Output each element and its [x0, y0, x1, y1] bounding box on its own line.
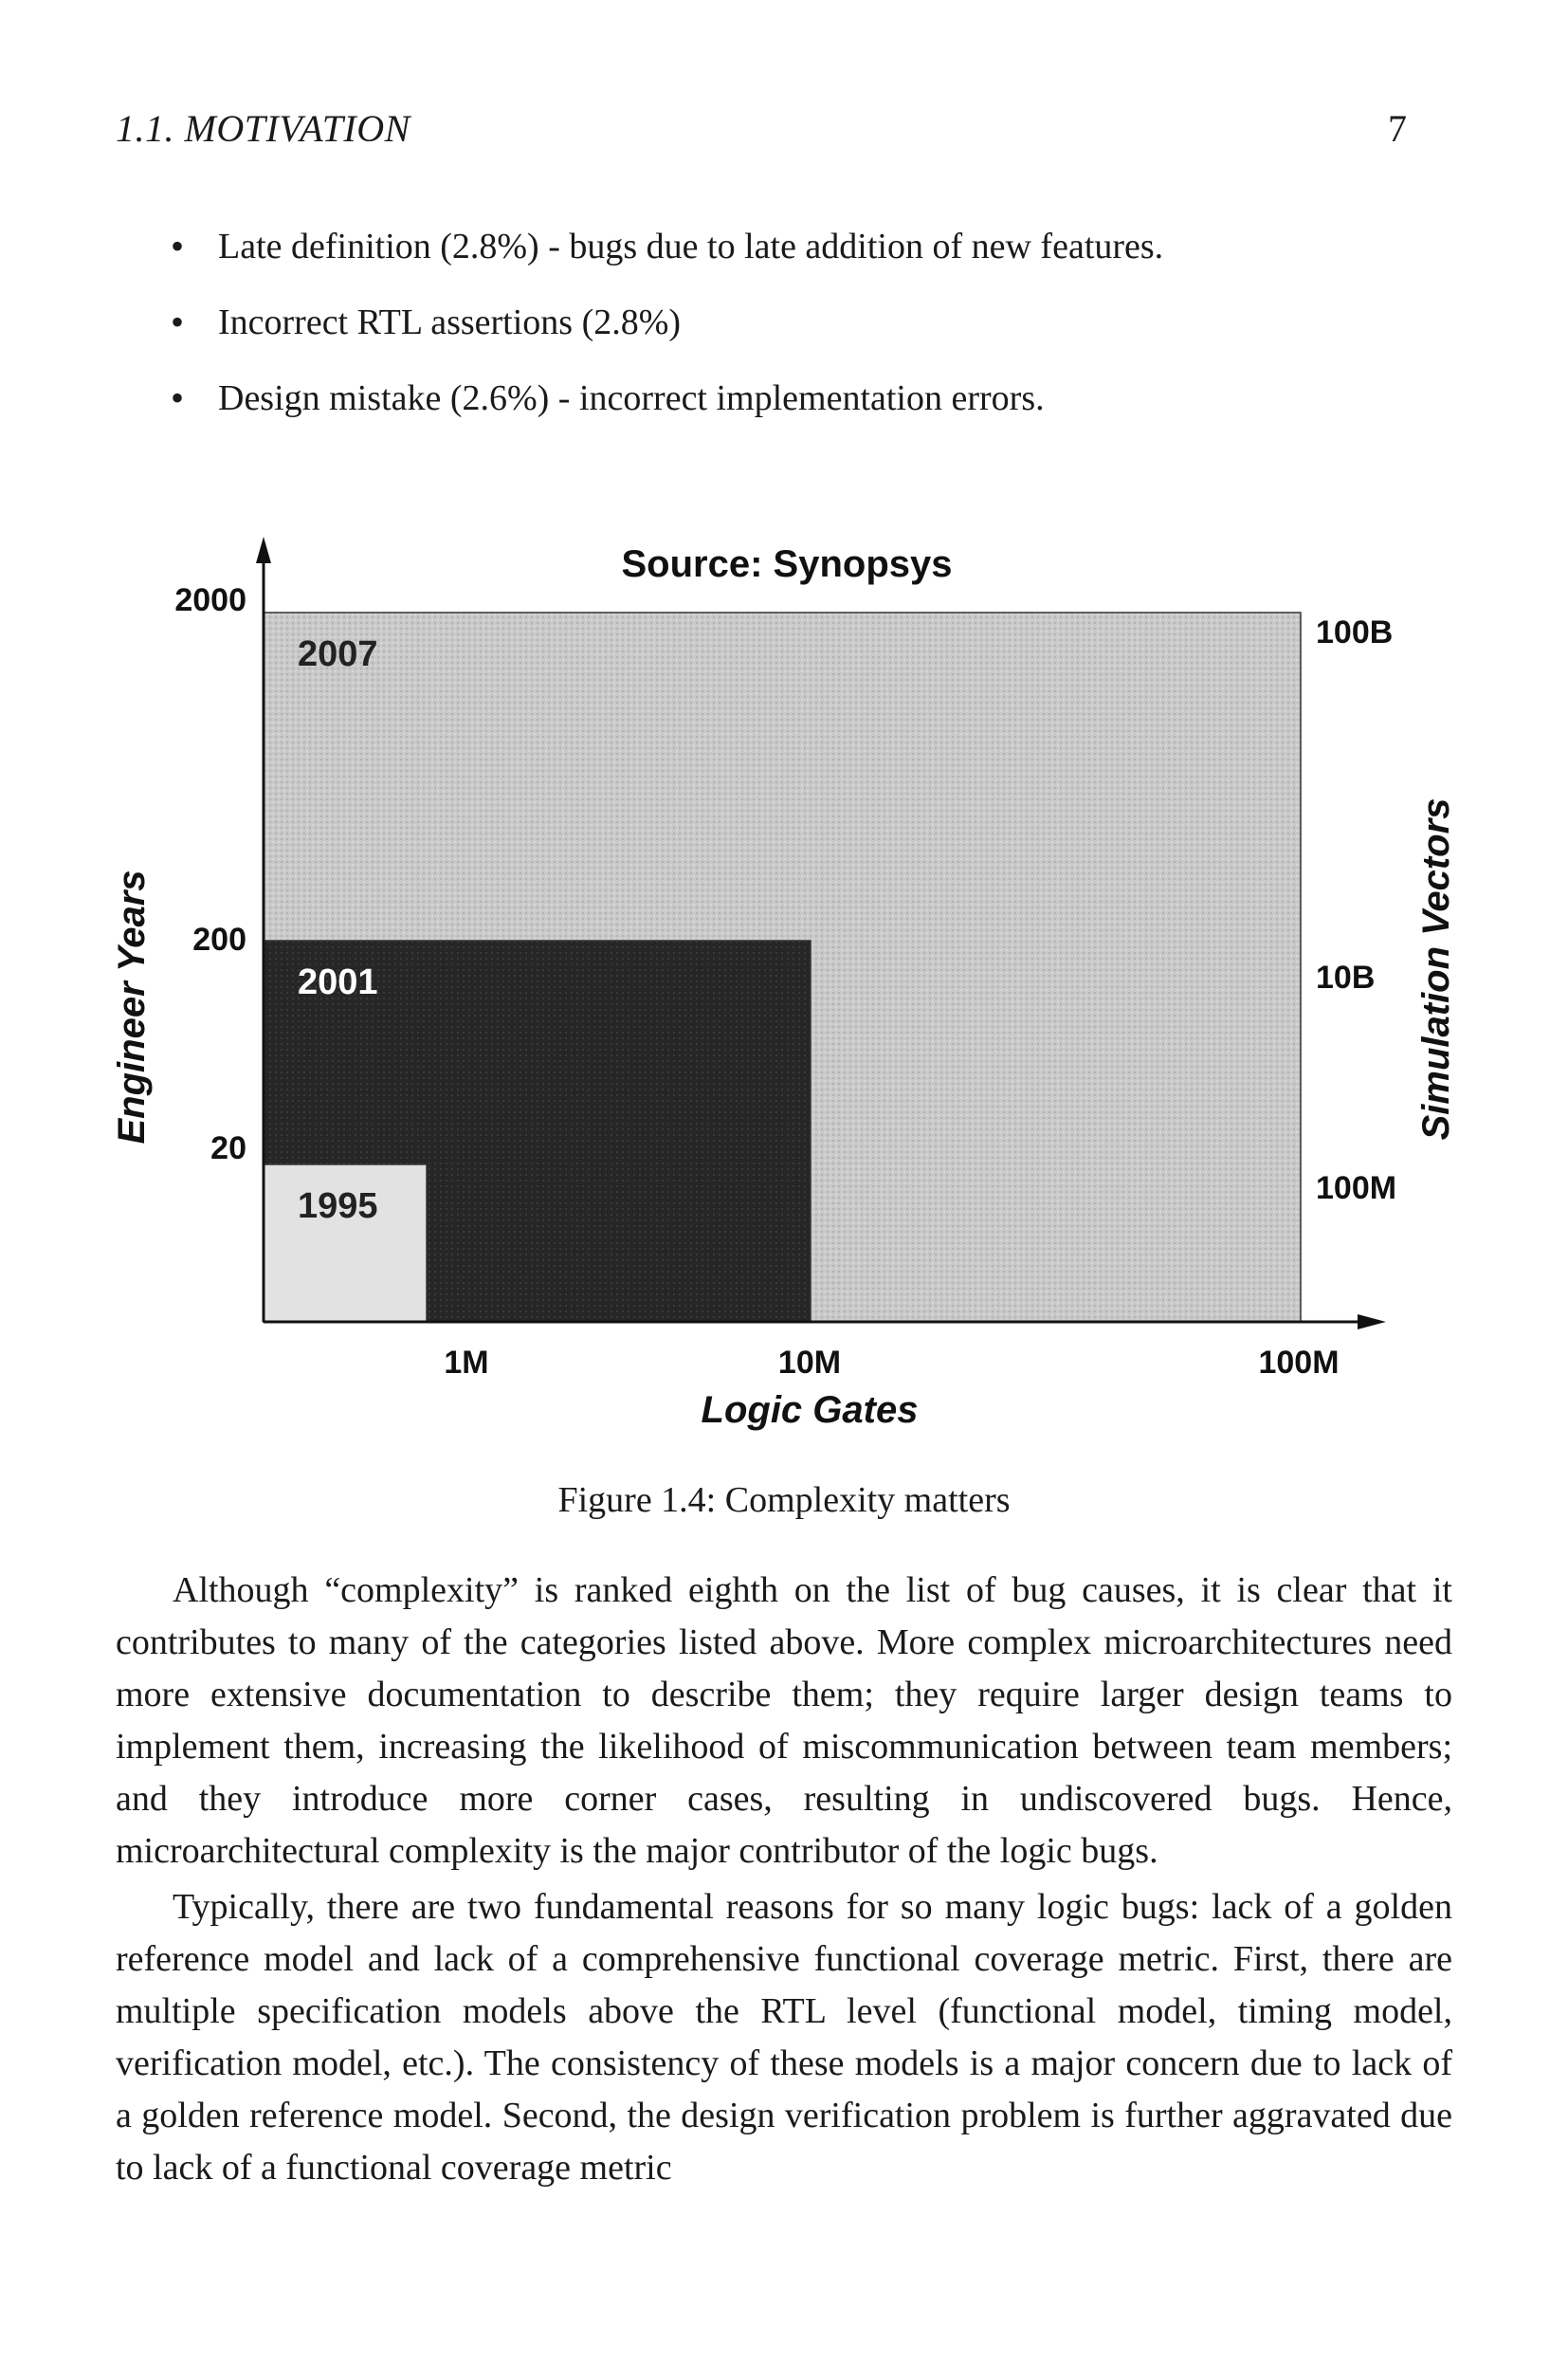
- y-axis-label-right: Simulation Vectors: [1415, 797, 1457, 1141]
- bullet-list: [171, 220, 1163, 448]
- page-number: 7: [1388, 107, 1407, 150]
- x-axis-arrow: [1358, 1314, 1386, 1329]
- y-axis-arrow: [256, 537, 271, 563]
- bullet-item: • Late definition (2.8%) - bugs due to late addition of new features.: [171, 220, 1163, 296]
- complexity-figure: [104, 531, 1488, 1441]
- y-tick-right: 100M: [1316, 1170, 1397, 1206]
- y-axis-label-left: Engineer Years: [111, 870, 153, 1145]
- y-tick-right: 100B: [1316, 614, 1394, 650]
- x-axis-label: Logic Gates: [701, 1389, 919, 1431]
- running-head: 1.1. MOTIVATION: [116, 107, 410, 150]
- y-tick-left: 20: [210, 1130, 246, 1166]
- figure-caption: Figure 1.4: Complexity matters: [557, 1480, 1011, 1520]
- body-text: [116, 1565, 1452, 2198]
- x-tick: 10M: [777, 1345, 842, 1381]
- paragraph: Although “complexity” is ranked eighth on the list of bug causes, it is clear that it contributes to many of the categories listed above. More complex microarchitectures need more extensive documentation to describe them; they require larger design teams to implement them, increasing the likelihood of miscommunication between team members; and they introduce more corner cases, resulting in undiscovered bugs. Hence, microarchitectural complexity is the major contributor of the logic bugs.: [116, 1570, 1452, 1871]
- area-label-2001: 2001: [298, 962, 378, 1002]
- y-tick-left: 2000: [174, 582, 246, 618]
- bullet-item: • Design mistake (2.6%) - incorrect implementation errors.: [171, 372, 1163, 448]
- y-tick-right: 10B: [1316, 960, 1376, 996]
- complexity-chart: [104, 531, 1488, 1441]
- bullet-item: • Incorrect RTL assertions (2.8%): [171, 296, 1163, 372]
- x-tick: 1M: [444, 1345, 489, 1381]
- area-label-2007: 2007: [298, 634, 378, 674]
- chart-title: Source: Synopsys: [621, 543, 953, 585]
- paragraph: Typically, there are two fundamental reasons for so many logic bugs: lack of a golden reference model and lack of a comprehensive functional coverage metric. First, there are multiple specification models above the RTL level (functional model, timing model, verification model, etc.). The consistency of these models is a major concern due to lack of a golden reference model. Second, the design verification problem is further aggravated due to lack of a functional coverage metric: [116, 1887, 1452, 2188]
- x-tick: 100M: [1258, 1345, 1340, 1381]
- y-tick-left: 200: [192, 922, 246, 958]
- area-label-1995: 1995: [298, 1186, 378, 1226]
